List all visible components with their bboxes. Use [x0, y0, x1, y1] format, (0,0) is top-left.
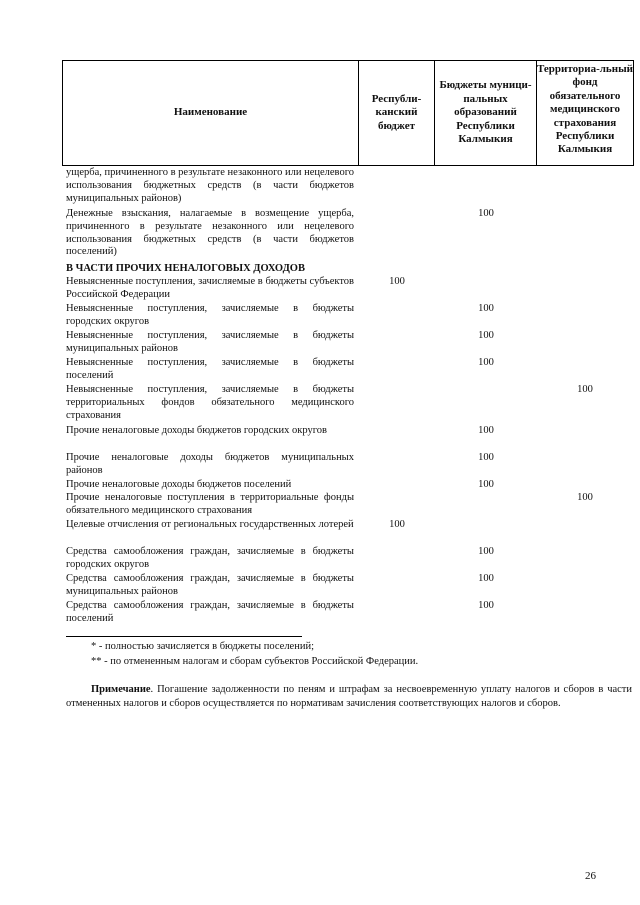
- footnote-1: * - полностью зачисляется в бюджеты поселений;: [91, 641, 314, 652]
- row-name: Средства самообложения граждан, зачисляемые в бюджеты поселений: [66, 600, 354, 624]
- page-number: 26: [585, 870, 596, 882]
- section-heading: В ЧАСТИ ПРОЧИХ НЕНАЛОГОВЫХ ДОХОДОВ: [66, 263, 305, 274]
- value-fund: 100: [577, 384, 593, 395]
- header-col-territorial-fund: [537, 61, 633, 165]
- header-col-name: Наименование: [63, 61, 359, 165]
- row-name: Средства самообложения граждан, зачисляемые в бюджеты муниципальных районов: [66, 573, 354, 597]
- note-text: . Погашение задолженности по пеням и штрафам за несвоевременную уплату налогов и сборов в части отмененных налогов и сборов осуществляется по нормативам зачисления соответствующих налогов и сборов.: [66, 684, 632, 709]
- value-municipal: 100: [478, 546, 494, 557]
- value-republic: 100: [389, 276, 405, 287]
- row-name: Невыясненные поступления, зачисляемые в бюджеты поселений: [66, 357, 354, 381]
- row-name: Прочие неналоговые доходы бюджетов муниципальных районов: [66, 452, 354, 476]
- value-municipal: 100: [478, 573, 494, 584]
- footnote-divider: [66, 636, 302, 637]
- row-name: Прочие неналоговые доходы бюджетов поселений: [66, 479, 292, 490]
- row-name: Невыясненные поступления, зачисляемые в бюджеты муниципальных районов: [66, 330, 354, 354]
- note-label: Примечание: [91, 684, 151, 695]
- row-name: Прочие неналоговые поступления в территориальные фонды обязательного медицинского страхования: [66, 492, 354, 516]
- value-municipal: 100: [478, 479, 494, 490]
- row-name: Прочие неналоговые доходы бюджетов городских округов: [66, 425, 327, 436]
- row-name: Невыясненные поступления, зачисляемые в бюджеты городских округов: [66, 303, 354, 327]
- value-republic: 100: [389, 519, 405, 530]
- table-header: [62, 60, 634, 166]
- value-municipal: 100: [478, 330, 494, 341]
- value-municipal: 100: [478, 452, 494, 463]
- row-name: Средства самообложения граждан, зачисляемые в бюджеты городских округов: [66, 546, 354, 570]
- value-municipal: 100: [478, 425, 494, 436]
- value-municipal: 100: [478, 357, 494, 368]
- value-municipal: 100: [478, 208, 494, 219]
- value-municipal: 100: [478, 600, 494, 611]
- header-col-territorial-fund-label: Территориа-льный фонд обязательного медицинского страхования Республики Калмыкия: [537, 63, 634, 156]
- row-name: ущерба, причиненного в результате незаконного или нецелевого использования бюджетных средств (в части бюджетов муниципальных районов): [66, 167, 354, 204]
- note-paragraph: [66, 683, 632, 710]
- row-name: Денежные взыскания, налагаемые в возмещение ущерба, причиненного в результате незаконного или нецелевого использования бюджетных средств (в части бюджетов поселений): [66, 208, 354, 258]
- value-municipal: 100: [478, 303, 494, 314]
- row-name: Целевые отчисления от региональных государственных лотерей: [66, 519, 354, 530]
- row-name: Невыясненные поступления, зачисляемые в бюджеты субъектов Российской Федерации: [66, 276, 354, 300]
- header-col-municipal-budgets: Бюджеты муници-пальных образований Республики Калмыкия: [435, 61, 537, 165]
- row-name: Невыясненные поступления, зачисляемые в бюджеты территориальных фондов обязательного медицинского страхования: [66, 384, 354, 421]
- value-fund: 100: [577, 492, 593, 503]
- header-col-republic-budget: Республи-канский бюджет: [359, 61, 435, 165]
- footnote-2: ** - по отмененным налогам и сборам субъектов Российской Федерации.: [91, 656, 419, 667]
